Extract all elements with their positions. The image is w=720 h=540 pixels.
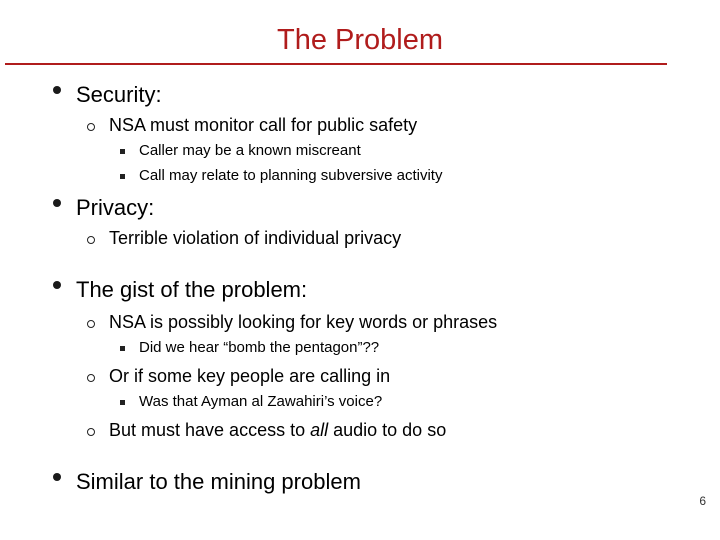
hollow-circle-bullet-icon: [87, 374, 95, 382]
bullet-privacy-label: Privacy:: [76, 195, 155, 220]
bullet-gist: [76, 277, 307, 303]
access-audio-text-before: But must have access to: [109, 420, 311, 440]
detail-zawahiri-voice-label: Was that Ayman al Zawahiri’s voice?: [139, 393, 383, 410]
square-bullet-icon: [120, 174, 125, 179]
sub-bullet-key-words-label: NSA is possibly looking for key words or phrases: [109, 312, 498, 332]
sub-bullet-key-people-label: Or if some key people are calling in: [109, 366, 391, 386]
detail-bomb-pentagon-label: Did we hear “bomb the pentagon”??: [139, 339, 380, 356]
slide-title: The Problem: [276, 24, 443, 56]
detail-zawahiri-voice: [139, 393, 382, 411]
slide-number: 6: [699, 494, 706, 508]
sub-bullet-privacy-violation-label: Terrible violation of individual privacy: [109, 228, 402, 248]
sub-bullet-key-words: [109, 311, 497, 333]
title-underline: [5, 63, 667, 65]
square-bullet-icon: [120, 400, 125, 405]
bullet-dot-icon: [53, 86, 61, 94]
bullet-mining: [76, 469, 361, 495]
hollow-circle-bullet-icon: [87, 428, 95, 436]
hollow-circle-bullet-icon: [87, 320, 95, 328]
access-audio-emphasis: all: [310, 420, 329, 440]
sub-bullet-nsa-monitor: [109, 114, 417, 136]
detail-bomb-pentagon: [139, 339, 379, 357]
bullet-dot-icon: [53, 199, 61, 207]
detail-call-subversive-label: Call may relate to planning subversive activity: [139, 167, 443, 184]
square-bullet-icon: [120, 149, 125, 154]
detail-caller-miscreant: [139, 142, 361, 160]
detail-call-subversive: [139, 167, 442, 185]
hollow-circle-bullet-icon: [87, 236, 95, 244]
bullet-security: [76, 82, 162, 108]
sub-bullet-access-audio-label: [109, 419, 446, 441]
access-audio-text-after: audio to do so: [328, 420, 447, 440]
sub-bullet-key-people: [109, 365, 390, 387]
sub-bullet-privacy-violation: [109, 227, 401, 249]
detail-caller-miscreant-label: Caller may be a known miscreant: [139, 142, 361, 159]
hollow-circle-bullet-icon: [87, 123, 95, 131]
bullet-gist-label: The gist of the problem:: [76, 277, 308, 302]
sub-bullet-nsa-monitor-label: NSA must monitor call for public safety: [109, 115, 418, 135]
bullet-dot-icon: [53, 281, 61, 289]
bullet-privacy: [76, 195, 154, 221]
square-bullet-icon: [120, 346, 125, 351]
bullet-security-label: Security:: [76, 82, 162, 107]
sub-bullet-access-audio: [109, 419, 446, 441]
bullet-mining-label: Similar to the mining problem: [76, 469, 361, 494]
bullet-dot-icon: [53, 473, 61, 481]
